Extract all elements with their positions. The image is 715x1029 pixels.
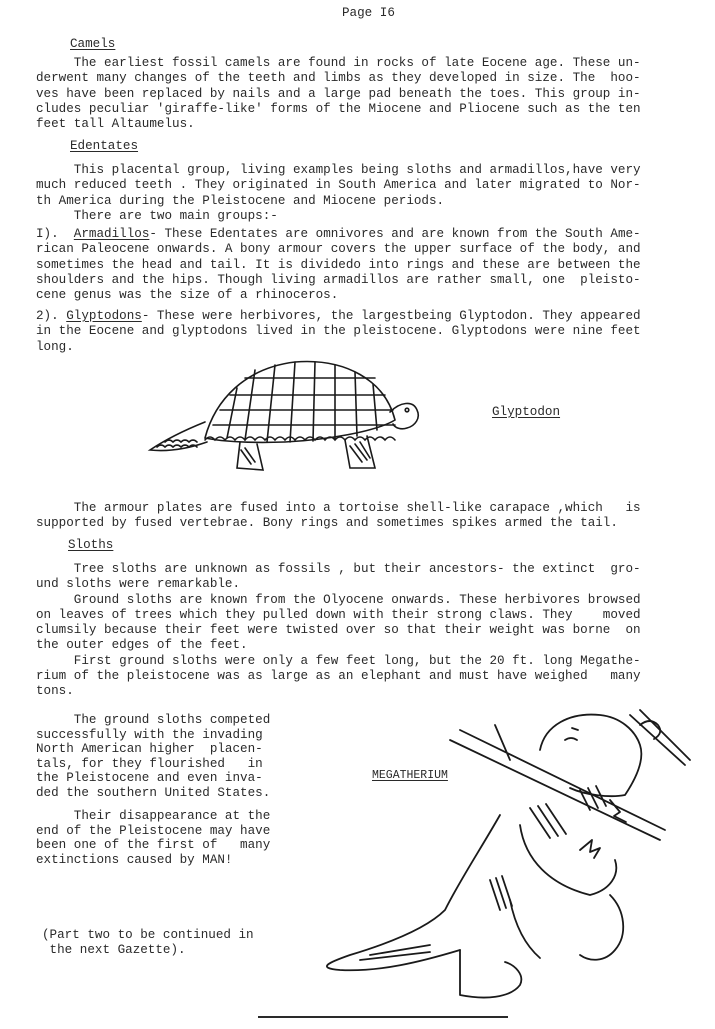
heading-sloths: Sloths	[68, 538, 114, 552]
text-line: been one of the first of many	[36, 838, 271, 853]
text-line: und sloths were remarkable.	[36, 577, 241, 592]
text-fragment: - These Edentates are omnivores and are known from the South Ame-	[149, 227, 641, 241]
heading-edentates: Edentates	[70, 139, 139, 153]
text-line: Tree sloths are unknown as fossils , but their ancestors- the extinct gro-	[36, 562, 641, 576]
text-line: th America during the Pleistocene and Miocene periods.	[36, 193, 445, 208]
text-fragment: - These were herbivores, the largestbeing Glyptodon. They appeared	[141, 309, 641, 323]
text-line: shoulders and the hips. Though living armadillos are rather small, one pleisto-	[36, 272, 641, 287]
text-line	[36, 309, 686, 324]
text-line: rican Paleocene onwards. A bony armour covers the upper surface of the body, and	[36, 242, 641, 257]
text-line: in the Eocene and glyptodons lived in the pleistocene. Glyptodons were nine feet	[36, 324, 641, 339]
page-number: Page I6	[342, 6, 395, 20]
heading-camels: Camels	[70, 37, 116, 51]
text-line: much reduced teeth . They originated in South America and later migrated to Nor-	[36, 178, 641, 193]
term-armadillos: Armadillos	[73, 227, 150, 241]
side-paragraph-competition	[36, 713, 296, 801]
glyptodon-drawing	[145, 350, 435, 480]
text-line	[36, 227, 686, 242]
megatherium-drawing	[310, 700, 710, 1000]
text-line: The armour plates are fused into a tortoise shell-like carapace ,which is	[36, 501, 641, 515]
text-line: clumsily because their feet were twisted over so that their weight was borne on	[36, 623, 641, 638]
text-line: First ground sloths were only a few feet long, but the 20 ft. long Megathe-	[36, 653, 641, 668]
text-line: Ground sloths are known from the Olyocene onwards. These herbivores browsed	[36, 592, 641, 607]
text-line: supported by fused vertebrae. Bony rings and sometimes spikes armed the tail.	[36, 516, 618, 531]
paragraph-glyptodons	[36, 309, 686, 355]
text-line: ded the southern United States.	[36, 785, 271, 800]
paragraph-edentates-intro	[36, 163, 686, 224]
figure-caption-glyptodon: Glyptodon	[492, 405, 561, 419]
text-line: sometimes the head and tail. It is dividedo into rings and these are between the	[36, 257, 641, 272]
text-line: There are two main groups:-	[36, 208, 278, 223]
paragraph-armadillos	[36, 227, 686, 303]
text-line: (Part two to be continued in	[42, 928, 254, 942]
paragraph-armour	[36, 501, 686, 532]
text-line: long.	[36, 339, 74, 354]
text-line: cene genus was the size of a rhinoceros.	[36, 288, 339, 303]
text-line: Their disappearance at the	[36, 809, 271, 823]
end-rule	[258, 1016, 508, 1018]
text-line: end of the Pleistocene may have	[36, 823, 271, 838]
text-line: tals, for they flourished in	[36, 756, 263, 771]
text-line: tons.	[36, 684, 74, 699]
continuation-note	[42, 928, 302, 957]
side-paragraph-extinction	[36, 809, 296, 867]
text-line: successfully with the invading	[36, 727, 263, 742]
text-line: the next Gazette).	[42, 942, 186, 957]
text-line: the Pleistocene and even inva-	[36, 771, 263, 786]
term-glyptodons: Glyptodons	[66, 309, 142, 323]
list-marker: 2).	[36, 309, 67, 323]
text-line: rium of the pleistocene was as large as an elephant and must have weighed many	[36, 669, 641, 684]
text-line: ves have been replaced by nails and a large pad beneath the toes. This group in-	[36, 86, 641, 101]
list-marker: I).	[36, 227, 74, 241]
figure-caption-megatherium: MEGATHERIUM	[372, 769, 448, 782]
text-line: cludes peculiar 'giraffe-like' forms of the Miocene and Pliocene such as the ten	[36, 101, 641, 116]
text-line: derwent many changes of the teeth and limbs as they developed in size. The hoo-	[36, 71, 641, 86]
paragraph-camels	[36, 56, 686, 132]
text-line: the outer edges of the feet.	[36, 638, 248, 653]
text-line: The ground sloths competed	[36, 713, 271, 727]
text-line: North American higher placen-	[36, 742, 263, 757]
text-line: extinctions caused by MAN!	[36, 852, 233, 867]
text-line: The earliest fossil camels are found in rocks of late Eocene age. These un-	[36, 56, 641, 70]
paragraph-sloths	[36, 562, 686, 700]
text-line: This placental group, living examples being sloths and armadillos,have very	[36, 163, 641, 177]
text-line: feet tall Altaumelus.	[36, 117, 195, 132]
text-line: on leaves of trees which they pulled down with their strong claws. They moved	[36, 607, 641, 622]
